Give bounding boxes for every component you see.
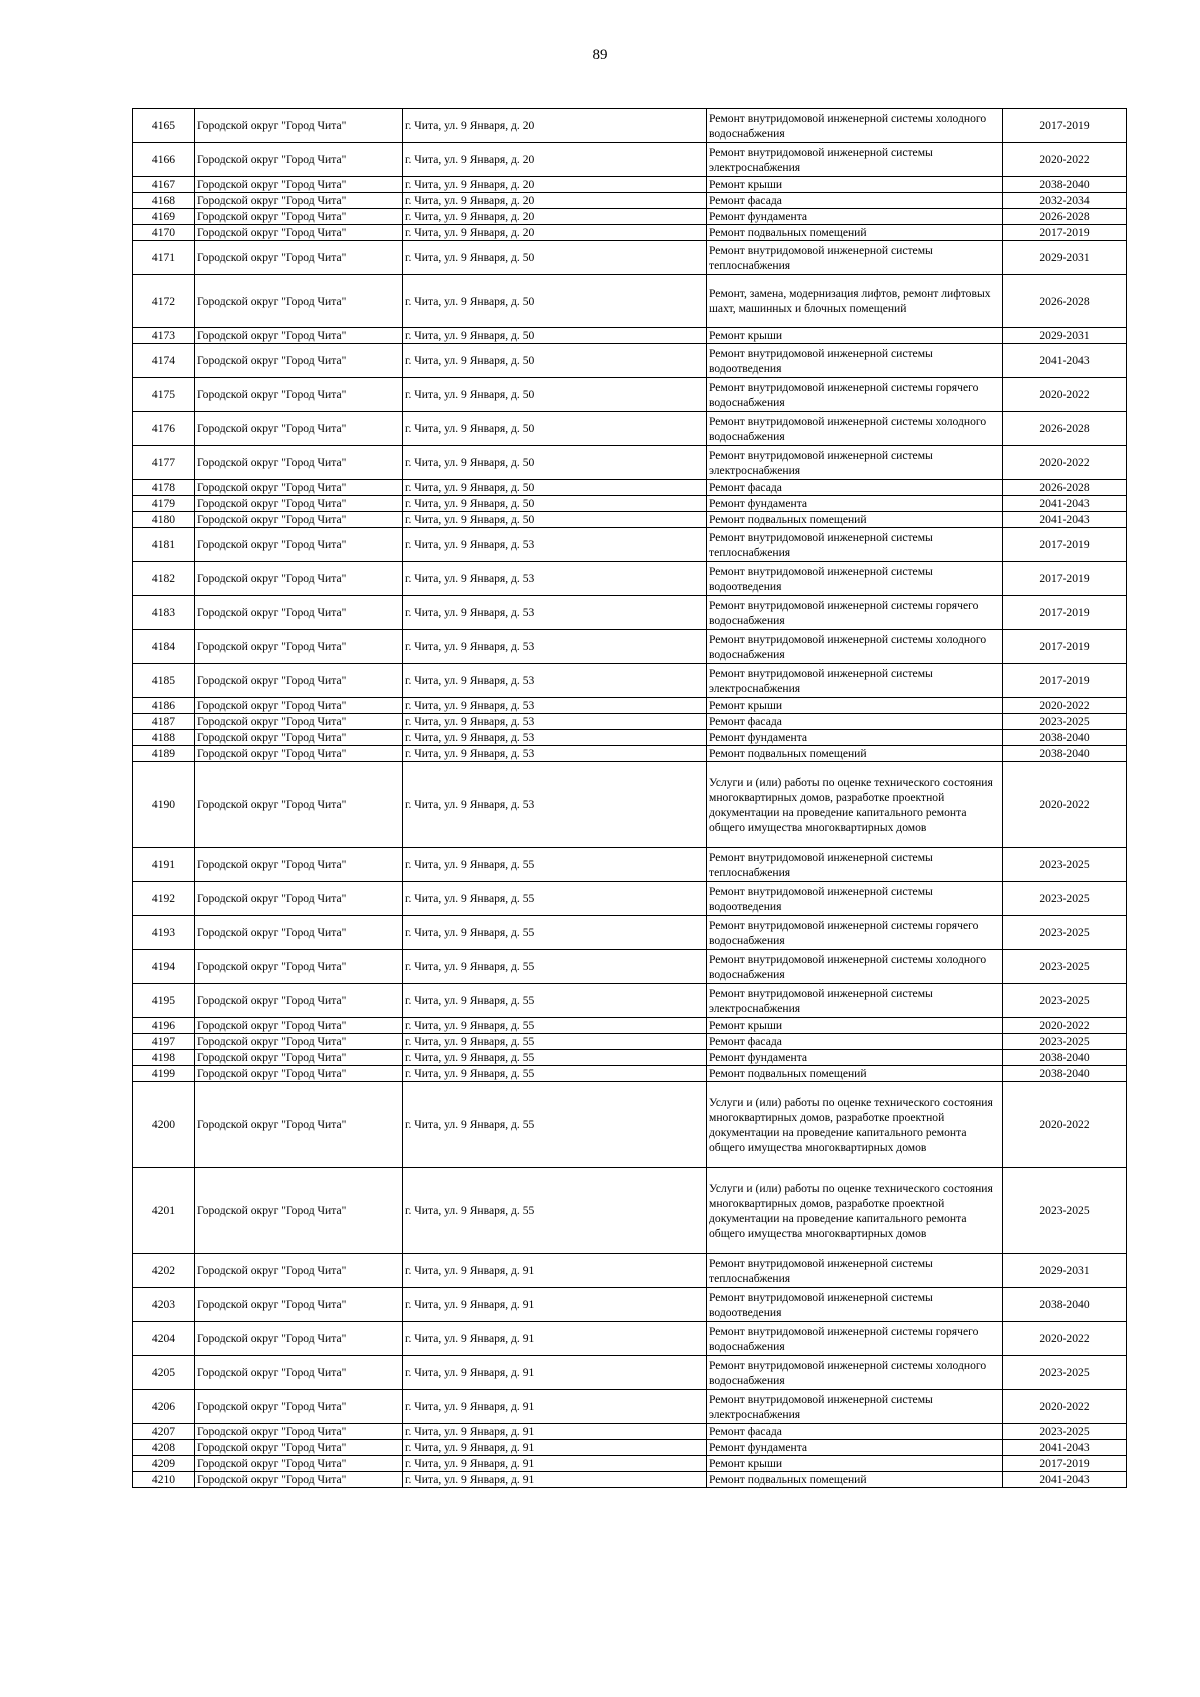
- table-row: [133, 1288, 1127, 1322]
- municipality-cell: Городской округ "Город Чита": [195, 950, 403, 984]
- work-type-cell: Ремонт фундамента: [707, 730, 1003, 746]
- work-type-cell: Услуги и (или) работы по оценке технического состояния многоквартирных домов, разработке проектной документации на проведение капитального ремонта общего имущества многоквартирных домов: [707, 762, 1003, 848]
- table-row: [133, 480, 1127, 496]
- work-type-cell: Ремонт подвальных помещений: [707, 1066, 1003, 1082]
- period-cell: 2029-2031: [1003, 241, 1127, 275]
- row-number: 4205: [133, 1356, 195, 1390]
- work-type-cell: Ремонт фундамента: [707, 209, 1003, 225]
- table-row: [133, 225, 1127, 241]
- address-cell: г. Чита, ул. 9 Января, д. 55: [403, 848, 707, 882]
- address-cell: г. Чита, ул. 9 Января, д. 50: [403, 512, 707, 528]
- table-row: [133, 1456, 1127, 1472]
- period-cell: 2026-2028: [1003, 275, 1127, 328]
- address-cell: г. Чита, ул. 9 Января, д. 50: [403, 328, 707, 344]
- address-cell: г. Чита, ул. 9 Января, д. 91: [403, 1456, 707, 1472]
- work-type-cell: Ремонт крыши: [707, 1018, 1003, 1034]
- row-number: 4199: [133, 1066, 195, 1082]
- municipality-cell: Городской округ "Город Чита": [195, 984, 403, 1018]
- row-number: 4207: [133, 1424, 195, 1440]
- work-type-cell: Услуги и (или) работы по оценке технического состояния многоквартирных домов, разработке проектной документации на проведение капитального ремонта общего имущества многоквартирных домов: [707, 1082, 1003, 1168]
- row-number: 4201: [133, 1168, 195, 1254]
- address-cell: г. Чита, ул. 9 Января, д. 50: [403, 446, 707, 480]
- period-cell: 2026-2028: [1003, 480, 1127, 496]
- table-row: [133, 1472, 1127, 1488]
- address-cell: г. Чита, ул. 9 Января, д. 55: [403, 916, 707, 950]
- municipality-cell: Городской округ "Город Чита": [195, 882, 403, 916]
- address-cell: г. Чита, ул. 9 Января, д. 50: [403, 412, 707, 446]
- work-type-cell: Ремонт подвальных помещений: [707, 1472, 1003, 1488]
- municipality-cell: Городской округ "Город Чита": [195, 762, 403, 848]
- work-type-cell: Ремонт подвальных помещений: [707, 746, 1003, 762]
- address-cell: г. Чита, ул. 9 Января, д. 20: [403, 109, 707, 143]
- period-cell: 2020-2022: [1003, 143, 1127, 177]
- table-row: [133, 1254, 1127, 1288]
- period-cell: 2038-2040: [1003, 1288, 1127, 1322]
- address-cell: г. Чита, ул. 9 Января, д. 55: [403, 984, 707, 1018]
- municipality-cell: Городской округ "Город Чита": [195, 664, 403, 698]
- municipality-cell: Городской округ "Город Чита": [195, 1356, 403, 1390]
- address-cell: г. Чита, ул. 9 Января, д. 50: [403, 496, 707, 512]
- period-cell: 2041-2043: [1003, 1472, 1127, 1488]
- period-cell: 2038-2040: [1003, 746, 1127, 762]
- period-cell: 2017-2019: [1003, 528, 1127, 562]
- period-cell: 2020-2022: [1003, 698, 1127, 714]
- period-cell: 2023-2025: [1003, 714, 1127, 730]
- period-cell: 2041-2043: [1003, 496, 1127, 512]
- work-type-cell: Ремонт фасада: [707, 480, 1003, 496]
- row-number: 4166: [133, 143, 195, 177]
- row-number: 4200: [133, 1082, 195, 1168]
- period-cell: 2032-2034: [1003, 193, 1127, 209]
- address-cell: г. Чита, ул. 9 Января, д. 55: [403, 882, 707, 916]
- table-row: [133, 1018, 1127, 1034]
- row-number: 4177: [133, 446, 195, 480]
- row-number: 4183: [133, 596, 195, 630]
- period-cell: 2017-2019: [1003, 1456, 1127, 1472]
- work-type-cell: Ремонт внутридомовой инженерной системы холодного водоснабжения: [707, 950, 1003, 984]
- work-type-cell: Ремонт внутридомовой инженерной системы электроснабжения: [707, 664, 1003, 698]
- table-row: [133, 1390, 1127, 1424]
- table-row: [133, 241, 1127, 275]
- work-type-cell: Ремонт внутридомовой инженерной системы теплоснабжения: [707, 528, 1003, 562]
- municipality-cell: Городской округ "Город Чита": [195, 143, 403, 177]
- row-number: 4208: [133, 1440, 195, 1456]
- period-cell: 2023-2025: [1003, 1424, 1127, 1440]
- table-row: [133, 1050, 1127, 1066]
- address-cell: г. Чита, ул. 9 Января, д. 55: [403, 1168, 707, 1254]
- municipality-cell: Городской округ "Город Чита": [195, 916, 403, 950]
- row-number: 4194: [133, 950, 195, 984]
- period-cell: 2041-2043: [1003, 344, 1127, 378]
- row-number: 4178: [133, 480, 195, 496]
- row-number: 4185: [133, 664, 195, 698]
- table-row: [133, 143, 1127, 177]
- municipality-cell: Городской округ "Город Чита": [195, 1322, 403, 1356]
- table-row: [133, 446, 1127, 480]
- period-cell: 2023-2025: [1003, 848, 1127, 882]
- period-cell: 2038-2040: [1003, 730, 1127, 746]
- period-cell: 2038-2040: [1003, 177, 1127, 193]
- period-cell: 2023-2025: [1003, 882, 1127, 916]
- work-type-cell: Услуги и (или) работы по оценке технического состояния многоквартирных домов, разработке проектной документации на проведение капитального ремонта общего имущества многоквартирных домов: [707, 1168, 1003, 1254]
- address-cell: г. Чита, ул. 9 Января, д. 53: [403, 762, 707, 848]
- table-row: [133, 1066, 1127, 1082]
- table-row: [133, 1424, 1127, 1440]
- period-cell: 2017-2019: [1003, 630, 1127, 664]
- work-type-cell: Ремонт внутридомовой инженерной системы электроснабжения: [707, 446, 1003, 480]
- table-row: [133, 193, 1127, 209]
- row-number: 4175: [133, 378, 195, 412]
- table-row: [133, 848, 1127, 882]
- address-cell: г. Чита, ул. 9 Января, д. 20: [403, 209, 707, 225]
- row-number: 4180: [133, 512, 195, 528]
- work-type-cell: Ремонт фундамента: [707, 1440, 1003, 1456]
- period-cell: 2023-2025: [1003, 1034, 1127, 1050]
- address-cell: г. Чита, ул. 9 Января, д. 53: [403, 698, 707, 714]
- municipality-cell: Городской округ "Город Чита": [195, 177, 403, 193]
- row-number: 4189: [133, 746, 195, 762]
- row-number: 4181: [133, 528, 195, 562]
- work-type-cell: Ремонт, замена, модернизация лифтов, ремонт лифтовых шахт, машинных и блочных помещений: [707, 275, 1003, 328]
- municipality-cell: Городской округ "Город Чита": [195, 225, 403, 241]
- address-cell: г. Чита, ул. 9 Января, д. 55: [403, 1066, 707, 1082]
- work-type-cell: Ремонт внутридомовой инженерной системы холодного водоснабжения: [707, 1356, 1003, 1390]
- row-number: 4168: [133, 193, 195, 209]
- address-cell: г. Чита, ул. 9 Января, д. 55: [403, 1034, 707, 1050]
- table-row: [133, 984, 1127, 1018]
- work-type-cell: Ремонт крыши: [707, 177, 1003, 193]
- municipality-cell: Городской округ "Город Чита": [195, 275, 403, 328]
- work-type-cell: Ремонт внутридомовой инженерной системы горячего водоснабжения: [707, 916, 1003, 950]
- period-cell: 2026-2028: [1003, 412, 1127, 446]
- work-type-cell: Ремонт крыши: [707, 1456, 1003, 1472]
- work-type-cell: Ремонт внутридомовой инженерной системы водоотведения: [707, 882, 1003, 916]
- table-row: [133, 344, 1127, 378]
- period-cell: 2023-2025: [1003, 1356, 1127, 1390]
- municipality-cell: Городской округ "Город Чита": [195, 1390, 403, 1424]
- municipality-cell: Городской округ "Город Чита": [195, 446, 403, 480]
- table-row: [133, 528, 1127, 562]
- work-type-cell: Ремонт внутридомовой инженерной системы горячего водоснабжения: [707, 378, 1003, 412]
- table-row: [133, 630, 1127, 664]
- period-cell: 2017-2019: [1003, 664, 1127, 698]
- row-number: 4190: [133, 762, 195, 848]
- period-cell: 2023-2025: [1003, 984, 1127, 1018]
- address-cell: г. Чита, ул. 9 Января, д. 91: [403, 1322, 707, 1356]
- address-cell: г. Чита, ул. 9 Января, д. 55: [403, 1050, 707, 1066]
- municipality-cell: Городской округ "Город Чита": [195, 344, 403, 378]
- address-cell: г. Чита, ул. 9 Января, д. 53: [403, 714, 707, 730]
- row-number: 4182: [133, 562, 195, 596]
- address-cell: г. Чита, ул. 9 Января, д. 20: [403, 225, 707, 241]
- work-type-cell: Ремонт фасада: [707, 1034, 1003, 1050]
- row-number: 4184: [133, 630, 195, 664]
- row-number: 4197: [133, 1034, 195, 1050]
- municipality-cell: Городской округ "Город Чита": [195, 241, 403, 275]
- row-number: 4179: [133, 496, 195, 512]
- row-number: 4188: [133, 730, 195, 746]
- row-number: 4195: [133, 984, 195, 1018]
- table-row: [133, 109, 1127, 143]
- address-cell: г. Чита, ул. 9 Января, д. 53: [403, 664, 707, 698]
- table-row: [133, 1034, 1127, 1050]
- period-cell: 2020-2022: [1003, 1082, 1127, 1168]
- row-number: 4193: [133, 916, 195, 950]
- period-cell: 2041-2043: [1003, 1440, 1127, 1456]
- municipality-cell: Городской округ "Город Чита": [195, 209, 403, 225]
- table-row: [133, 762, 1127, 848]
- table-body: [133, 109, 1127, 1488]
- work-type-cell: Ремонт внутридомовой инженерной системы холодного водоснабжения: [707, 630, 1003, 664]
- row-number: 4206: [133, 1390, 195, 1424]
- address-cell: г. Чита, ул. 9 Января, д. 53: [403, 596, 707, 630]
- work-type-cell: Ремонт внутридомовой инженерной системы теплоснабжения: [707, 241, 1003, 275]
- municipality-cell: Городской округ "Город Чита": [195, 1456, 403, 1472]
- repair-schedule-table: [132, 108, 1127, 1488]
- row-number: 4210: [133, 1472, 195, 1488]
- municipality-cell: Городской округ "Город Чита": [195, 1082, 403, 1168]
- work-type-cell: Ремонт внутридомовой инженерной системы горячего водоснабжения: [707, 1322, 1003, 1356]
- municipality-cell: Городской округ "Город Чита": [195, 193, 403, 209]
- municipality-cell: Городской округ "Город Чита": [195, 562, 403, 596]
- table-row: [133, 562, 1127, 596]
- work-type-cell: Ремонт фасада: [707, 193, 1003, 209]
- address-cell: г. Чита, ул. 9 Января, д. 20: [403, 143, 707, 177]
- table-row: [133, 328, 1127, 344]
- work-type-cell: Ремонт фасада: [707, 714, 1003, 730]
- row-number: 4171: [133, 241, 195, 275]
- municipality-cell: Городской округ "Город Чита": [195, 1018, 403, 1034]
- work-type-cell: Ремонт внутридомовой инженерной системы холодного водоснабжения: [707, 109, 1003, 143]
- row-number: 4167: [133, 177, 195, 193]
- period-cell: 2020-2022: [1003, 1322, 1127, 1356]
- table-row: [133, 916, 1127, 950]
- table-row: [133, 882, 1127, 916]
- table-row: [133, 1168, 1127, 1254]
- row-number: 4169: [133, 209, 195, 225]
- period-cell: 2017-2019: [1003, 109, 1127, 143]
- work-type-cell: Ремонт внутридомовой инженерной системы теплоснабжения: [707, 848, 1003, 882]
- municipality-cell: Городской округ "Город Чита": [195, 1440, 403, 1456]
- period-cell: 2041-2043: [1003, 512, 1127, 528]
- work-type-cell: Ремонт внутридомовой инженерной системы горячего водоснабжения: [707, 596, 1003, 630]
- municipality-cell: Городской округ "Город Чита": [195, 746, 403, 762]
- table-row: [133, 1082, 1127, 1168]
- period-cell: 2017-2019: [1003, 596, 1127, 630]
- municipality-cell: Городской округ "Город Чита": [195, 109, 403, 143]
- period-cell: 2038-2040: [1003, 1066, 1127, 1082]
- table-row: [133, 950, 1127, 984]
- period-cell: 2017-2019: [1003, 562, 1127, 596]
- table-row: [133, 275, 1127, 328]
- work-type-cell: Ремонт внутридомовой инженерной системы водоотведения: [707, 1288, 1003, 1322]
- address-cell: г. Чита, ул. 9 Января, д. 50: [403, 241, 707, 275]
- row-number: 4202: [133, 1254, 195, 1288]
- period-cell: 2029-2031: [1003, 1254, 1127, 1288]
- row-number: 4186: [133, 698, 195, 714]
- address-cell: г. Чита, ул. 9 Января, д. 53: [403, 562, 707, 596]
- municipality-cell: Городской округ "Город Чита": [195, 1254, 403, 1288]
- work-type-cell: Ремонт подвальных помещений: [707, 512, 1003, 528]
- municipality-cell: Городской округ "Город Чита": [195, 496, 403, 512]
- municipality-cell: Городской округ "Город Чита": [195, 328, 403, 344]
- address-cell: г. Чита, ул. 9 Января, д. 91: [403, 1424, 707, 1440]
- period-cell: 2020-2022: [1003, 446, 1127, 480]
- address-cell: г. Чита, ул. 9 Января, д. 91: [403, 1356, 707, 1390]
- table-row: [133, 496, 1127, 512]
- period-cell: 2020-2022: [1003, 762, 1127, 848]
- period-cell: 2020-2022: [1003, 1018, 1127, 1034]
- municipality-cell: Городской округ "Город Чита": [195, 1050, 403, 1066]
- work-type-cell: Ремонт внутридомовой инженерной системы теплоснабжения: [707, 1254, 1003, 1288]
- municipality-cell: Городской округ "Город Чита": [195, 480, 403, 496]
- row-number: 4209: [133, 1456, 195, 1472]
- municipality-cell: Городской округ "Город Чита": [195, 1288, 403, 1322]
- table-row: [133, 209, 1127, 225]
- municipality-cell: Городской округ "Город Чита": [195, 528, 403, 562]
- address-cell: г. Чита, ул. 9 Января, д. 20: [403, 177, 707, 193]
- address-cell: г. Чита, ул. 9 Января, д. 91: [403, 1472, 707, 1488]
- municipality-cell: Городской округ "Город Чита": [195, 714, 403, 730]
- table-row: [133, 714, 1127, 730]
- period-cell: 2023-2025: [1003, 950, 1127, 984]
- table-row: [133, 596, 1127, 630]
- municipality-cell: Городской округ "Город Чита": [195, 848, 403, 882]
- row-number: 4172: [133, 275, 195, 328]
- work-type-cell: Ремонт внутридомовой инженерной системы водоотведения: [707, 562, 1003, 596]
- address-cell: г. Чита, ул. 9 Января, д. 91: [403, 1440, 707, 1456]
- table-row: [133, 664, 1127, 698]
- municipality-cell: Городской округ "Город Чита": [195, 596, 403, 630]
- table-row: [133, 698, 1127, 714]
- period-cell: 2038-2040: [1003, 1050, 1127, 1066]
- work-type-cell: Ремонт внутридомовой инженерной системы холодного водоснабжения: [707, 412, 1003, 446]
- page-number: 89: [592, 47, 608, 63]
- period-cell: 2020-2022: [1003, 1390, 1127, 1424]
- work-type-cell: Ремонт внутридомовой инженерной системы электроснабжения: [707, 1390, 1003, 1424]
- period-cell: 2020-2022: [1003, 378, 1127, 412]
- address-cell: г. Чита, ул. 9 Января, д. 53: [403, 528, 707, 562]
- row-number: 4192: [133, 882, 195, 916]
- municipality-cell: Городской округ "Город Чита": [195, 1472, 403, 1488]
- address-cell: г. Чита, ул. 9 Января, д. 55: [403, 950, 707, 984]
- period-cell: 2029-2031: [1003, 328, 1127, 344]
- address-cell: г. Чита, ул. 9 Января, д. 50: [403, 344, 707, 378]
- work-type-cell: Ремонт внутридомовой инженерной системы электроснабжения: [707, 143, 1003, 177]
- row-number: 4204: [133, 1322, 195, 1356]
- row-number: 4170: [133, 225, 195, 241]
- row-number: 4191: [133, 848, 195, 882]
- table-row: [133, 512, 1127, 528]
- table-row: [133, 1322, 1127, 1356]
- work-type-cell: Ремонт внутридомовой инженерной системы электроснабжения: [707, 984, 1003, 1018]
- municipality-cell: Городской округ "Город Чита": [195, 378, 403, 412]
- address-cell: г. Чита, ул. 9 Января, д. 50: [403, 480, 707, 496]
- table-row: [133, 177, 1127, 193]
- table-row: [133, 1356, 1127, 1390]
- municipality-cell: Городской округ "Город Чита": [195, 730, 403, 746]
- address-cell: г. Чита, ул. 9 Января, д. 53: [403, 630, 707, 664]
- table-row: [133, 412, 1127, 446]
- row-number: 4187: [133, 714, 195, 730]
- municipality-cell: Городской округ "Город Чита": [195, 1034, 403, 1050]
- row-number: 4203: [133, 1288, 195, 1322]
- address-cell: г. Чита, ул. 9 Января, д. 91: [403, 1288, 707, 1322]
- address-cell: г. Чита, ул. 9 Января, д. 55: [403, 1018, 707, 1034]
- work-type-cell: Ремонт фундамента: [707, 496, 1003, 512]
- work-type-cell: Ремонт фасада: [707, 1424, 1003, 1440]
- address-cell: г. Чита, ул. 9 Января, д. 50: [403, 275, 707, 328]
- row-number: 4174: [133, 344, 195, 378]
- table-row: [133, 1440, 1127, 1456]
- work-type-cell: Ремонт крыши: [707, 328, 1003, 344]
- row-number: 4176: [133, 412, 195, 446]
- address-cell: г. Чита, ул. 9 Января, д. 20: [403, 193, 707, 209]
- address-cell: г. Чита, ул. 9 Января, д. 53: [403, 746, 707, 762]
- period-cell: 2017-2019: [1003, 225, 1127, 241]
- address-cell: г. Чита, ул. 9 Января, д. 53: [403, 730, 707, 746]
- period-cell: 2026-2028: [1003, 209, 1127, 225]
- row-number: 4198: [133, 1050, 195, 1066]
- work-type-cell: Ремонт фундамента: [707, 1050, 1003, 1066]
- row-number: 4173: [133, 328, 195, 344]
- municipality-cell: Городской округ "Город Чита": [195, 1424, 403, 1440]
- municipality-cell: Городской округ "Город Чита": [195, 412, 403, 446]
- table-row: [133, 730, 1127, 746]
- table-row: [133, 746, 1127, 762]
- address-cell: г. Чита, ул. 9 Января, д. 91: [403, 1390, 707, 1424]
- work-type-cell: Ремонт внутридомовой инженерной системы водоотведения: [707, 344, 1003, 378]
- work-type-cell: Ремонт крыши: [707, 698, 1003, 714]
- address-cell: г. Чита, ул. 9 Января, д. 55: [403, 1082, 707, 1168]
- municipality-cell: Городской округ "Город Чита": [195, 1168, 403, 1254]
- work-type-cell: Ремонт подвальных помещений: [707, 225, 1003, 241]
- row-number: 4196: [133, 1018, 195, 1034]
- row-number: 4165: [133, 109, 195, 143]
- period-cell: 2023-2025: [1003, 1168, 1127, 1254]
- municipality-cell: Городской округ "Город Чита": [195, 698, 403, 714]
- table-row: [133, 378, 1127, 412]
- period-cell: 2023-2025: [1003, 916, 1127, 950]
- municipality-cell: Городской округ "Город Чита": [195, 512, 403, 528]
- municipality-cell: Городской округ "Город Чита": [195, 1066, 403, 1082]
- municipality-cell: Городской округ "Город Чита": [195, 630, 403, 664]
- address-cell: г. Чита, ул. 9 Января, д. 91: [403, 1254, 707, 1288]
- address-cell: г. Чита, ул. 9 Января, д. 50: [403, 378, 707, 412]
